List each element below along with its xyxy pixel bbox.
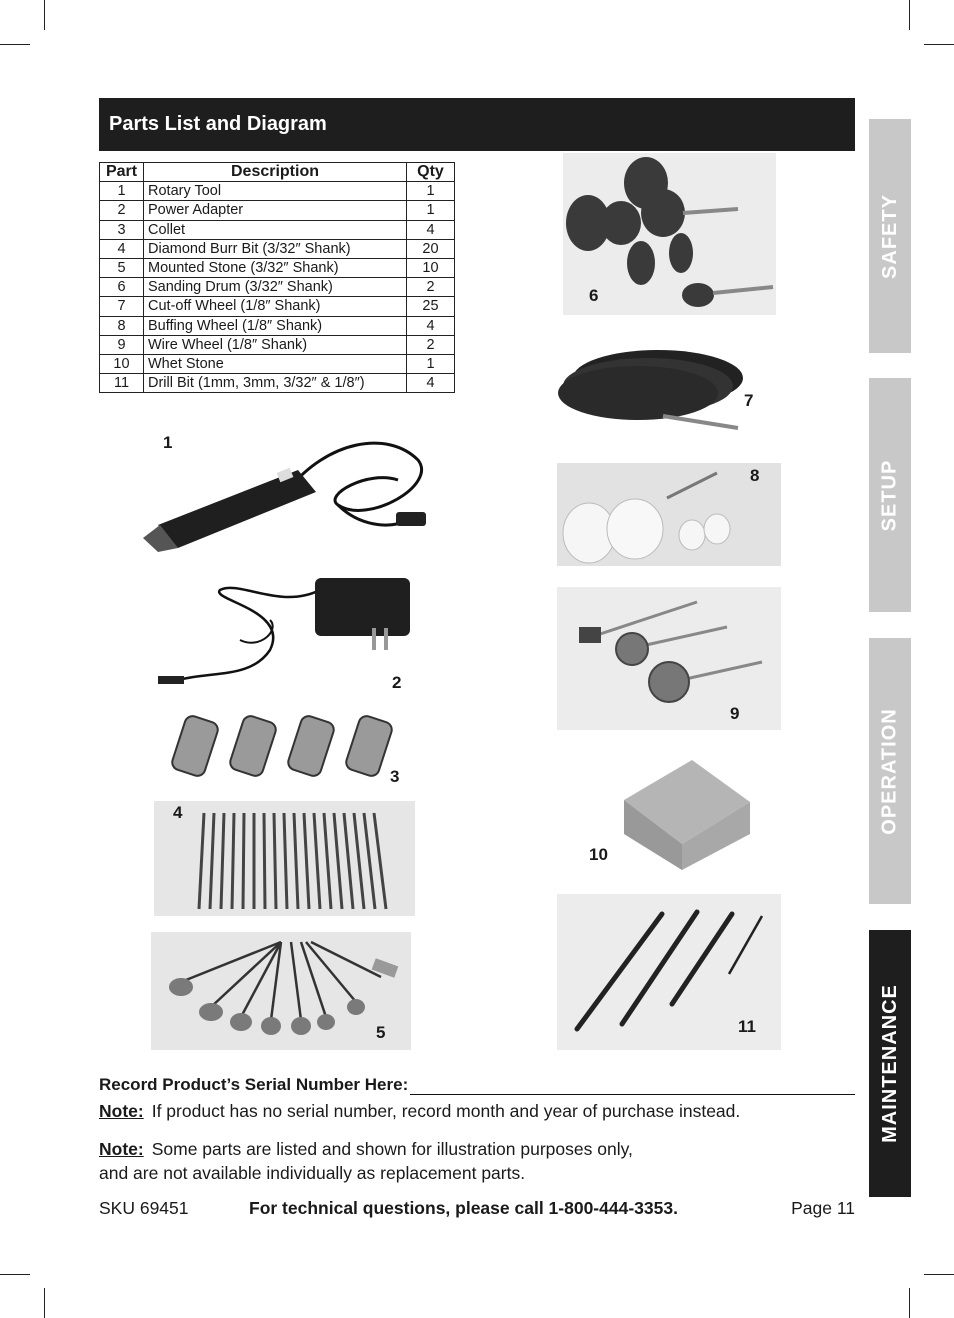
tab-setup[interactable] — [869, 378, 911, 612]
note-text: If product has no serial number, record month and year of purchase instead. — [151, 1101, 741, 1121]
crop-mark — [0, 44, 30, 45]
note-serial — [99, 1099, 740, 1123]
cell-description: Rotary Tool — [144, 182, 407, 201]
part-label-10: 10 — [589, 845, 608, 864]
serial-label: Record Product’s Serial Number Here: — [99, 1075, 409, 1094]
cell-qty: 2 — [407, 278, 455, 297]
note-label: Note: — [99, 1101, 144, 1121]
cell-description: Collet — [144, 220, 407, 239]
tab-label: MAINTENANCE — [878, 984, 901, 1143]
cell-qty: 1 — [407, 201, 455, 220]
cell-qty: 4 — [407, 316, 455, 335]
column-header-part: Part — [100, 163, 144, 182]
tab-label: SETUP — [878, 459, 901, 531]
cell-qty: 20 — [407, 239, 455, 258]
cell-qty: 1 — [407, 182, 455, 201]
tab-safety[interactable] — [869, 119, 911, 353]
cell-qty: 10 — [407, 258, 455, 277]
parts-table — [99, 162, 455, 393]
cell-description: Drill Bit (1mm, 3mm, 3/32″ & 1/8″) — [144, 374, 407, 393]
cell-part: 3 — [100, 220, 144, 239]
crop-mark — [924, 1274, 954, 1275]
cell-qty: 4 — [407, 374, 455, 393]
serial-number-line — [99, 1075, 855, 1095]
power-adapter-image — [150, 570, 415, 690]
cell-part: 9 — [100, 335, 144, 354]
cell-description: Wire Wheel (1/8″ Shank) — [144, 335, 407, 354]
cell-qty: 1 — [407, 354, 455, 373]
table-row — [100, 278, 455, 297]
diamond-burr-bit-image — [154, 801, 415, 916]
note-text: Some parts are listed and shown for illustration purposes only, — [151, 1139, 633, 1159]
buffing-wheel-image — [557, 463, 781, 566]
wire-wheel-image — [557, 587, 781, 730]
part-label-8: 8 — [750, 466, 760, 485]
serial-number-blank — [410, 1076, 855, 1095]
cell-part: 8 — [100, 316, 144, 335]
part-label-7: 7 — [744, 391, 754, 410]
mounted-stone-image — [151, 932, 411, 1050]
rotary-tool-image — [138, 430, 438, 555]
cell-qty: 25 — [407, 297, 455, 316]
part-label-6: 6 — [589, 286, 599, 305]
table-row — [100, 374, 455, 393]
part-label-3: 3 — [390, 767, 400, 786]
part-label-5: 5 — [376, 1023, 386, 1042]
table-row — [100, 201, 455, 220]
cell-description: Diamond Burr Bit (3/32″ Shank) — [144, 239, 407, 258]
table-row — [100, 316, 455, 335]
tab-label: OPERATION — [878, 707, 901, 835]
part-label-4: 4 — [173, 803, 183, 822]
tab-maintenance[interactable] — [869, 930, 911, 1197]
cell-qty: 2 — [407, 335, 455, 354]
crop-mark — [44, 1288, 45, 1318]
cell-qty: 4 — [407, 220, 455, 239]
collet-image — [168, 710, 403, 782]
cell-part: 5 — [100, 258, 144, 277]
part-label-1: 1 — [163, 433, 173, 452]
cell-description: Mounted Stone (3/32″ Shank) — [144, 258, 407, 277]
column-header-qty: Qty — [407, 163, 455, 182]
cell-description: Sanding Drum (3/32″ Shank) — [144, 278, 407, 297]
crop-mark — [0, 1274, 30, 1275]
footer-tech-support: For technical questions, please call 1-800-444-3353. — [249, 1198, 678, 1218]
cell-part: 6 — [100, 278, 144, 297]
table-row — [100, 297, 455, 316]
section-title: Parts List and Diagram — [109, 113, 327, 135]
table-row — [100, 335, 455, 354]
crop-mark — [909, 0, 910, 30]
column-header-description: Description — [144, 163, 407, 182]
cell-part: 11 — [100, 374, 144, 393]
cell-part: 10 — [100, 354, 144, 373]
cell-part: 7 — [100, 297, 144, 316]
note-text-continued: and are not available individually as replacement parts. — [99, 1163, 526, 1183]
cell-part: 4 — [100, 239, 144, 258]
table-row — [100, 220, 455, 239]
crop-mark — [909, 1288, 910, 1318]
tab-label: SAFETY — [878, 193, 901, 279]
crop-mark — [924, 44, 954, 45]
cell-description: Buffing Wheel (1/8″ Shank) — [144, 316, 407, 335]
table-row — [100, 239, 455, 258]
whet-stone-image — [622, 752, 752, 870]
cell-part: 1 — [100, 182, 144, 201]
table-row — [100, 182, 455, 201]
cell-description: Power Adapter — [144, 201, 407, 220]
cell-part: 2 — [100, 201, 144, 220]
crop-mark — [44, 0, 45, 30]
table-header-row — [100, 163, 455, 182]
table-row — [100, 258, 455, 277]
cell-description: Whet Stone — [144, 354, 407, 373]
footer-page-number: Page 11 — [791, 1198, 855, 1218]
cell-description: Cut-off Wheel (1/8″ Shank) — [144, 297, 407, 316]
part-label-9: 9 — [730, 704, 740, 723]
section-header — [99, 98, 855, 151]
note-parts — [99, 1137, 633, 1185]
part-label-2: 2 — [392, 673, 402, 692]
table-row — [100, 354, 455, 373]
tab-operation[interactable] — [869, 638, 911, 904]
page-footer — [99, 1198, 855, 1222]
note-label: Note: — [99, 1139, 144, 1159]
footer-sku: SKU 69451 — [99, 1198, 189, 1218]
cut-off-wheel-image — [558, 338, 763, 438]
part-label-11: 11 — [738, 1017, 756, 1036]
